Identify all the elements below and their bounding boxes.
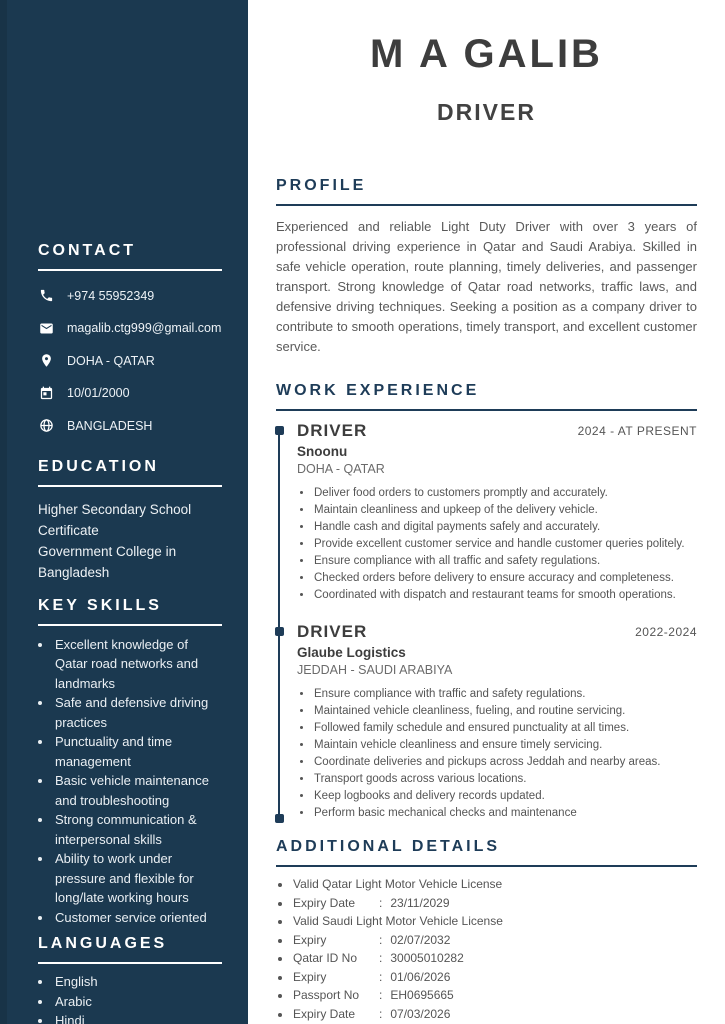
profile-rule: [276, 204, 697, 206]
job-duty: • Maintain cleanliness and upkeep of the delivery vehicle.: [313, 503, 697, 519]
detail-item: [292, 876, 697, 893]
job-duty: • Maintained vehicle cleanliness, fueling, and routine servicing.: [313, 704, 697, 720]
education-block: [38, 499, 222, 583]
job-entry-glaube-logistics: [297, 622, 697, 822]
detail-label: Expiry Date: [293, 895, 356, 910]
key-skills-section: [38, 597, 222, 928]
job-header: [297, 622, 697, 642]
job-duty: • Keep logbooks and delivery records updated.: [313, 789, 697, 805]
detail-value: 02/07/2032: [390, 932, 451, 947]
job-duties-list: [297, 687, 697, 822]
detail-separator: :: [379, 932, 383, 947]
email-address: magalib.ctg999@gmail.com: [67, 321, 222, 335]
detail-label: Passport No: [293, 988, 360, 1002]
job-duty: • Coordinated with dispatch and restaurant teams for smooth operations.: [313, 588, 697, 604]
job-duty: • Handle cash and digital payments safely and accurately.: [313, 520, 697, 536]
languages-list: [38, 972, 222, 1024]
detail-label: Qatar ID No: [293, 951, 358, 965]
work-experience-rule: [276, 409, 697, 411]
job-duty: • Provide excellent customer service and handle customer queries politely.: [313, 537, 697, 553]
calendar-icon: [38, 385, 54, 401]
education-rule: [38, 485, 222, 487]
job-duties-list: [297, 486, 697, 604]
detail-text: Valid Saudi Light Motor Vehicle License: [293, 914, 503, 928]
skill-item: • Punctuality and time management: [53, 732, 222, 771]
job-header: [297, 421, 697, 441]
skill-item: • Safe and defensive driving practices: [53, 693, 222, 732]
job-title: DRIVER: [297, 621, 368, 641]
candidate-name: M A GALIB: [370, 32, 603, 76]
skill-item: • Basic vehicle maintenance and troubleshooting: [53, 771, 222, 810]
job-duty: • Perform basic mechanical checks and maintenance: [313, 806, 697, 822]
detail-separator: :: [379, 1006, 383, 1021]
detail-value: EH0695665: [390, 988, 454, 1002]
languages-heading: LANGUAGES: [38, 935, 168, 952]
contact-heading: CONTACT: [38, 242, 137, 259]
timeline-dot: [275, 426, 284, 435]
profile-text: Experienced and reliable Light Duty Driver with over 3 years of professional driving experience in Qatar and Saudi Arabiya. Skilled in safe vehicle operation, route planning, timely deliveries, and passenger transport. Strong knowledge of Qatar road networks, traffic laws, and defensive driving techniques. Seeking a position as a company driver to contribute to smooth operations, timely transport, and excellent customer service.: [276, 219, 697, 354]
detail-item: [292, 895, 697, 912]
job-period: 2022-2024: [635, 624, 697, 639]
job-duty: • Ensure compliance with traffic and safety regulations.: [313, 687, 697, 703]
detail-value: 23/11/2029: [390, 895, 450, 910]
skill-item: • Customer service oriented: [53, 908, 222, 928]
detail-separator: :: [379, 951, 383, 965]
main-column: [276, 0, 697, 1024]
profile-section: [276, 176, 697, 357]
detail-value: 07/03/2026: [390, 1006, 451, 1021]
skill-item: • Ability to work under pressure and flexible for long/late working hours: [53, 849, 222, 908]
sidebar-edge-shade: [0, 0, 7, 1024]
language-item: • Arabic: [53, 992, 222, 1012]
profile-heading: PROFILE: [276, 177, 367, 194]
work-experience-heading: WORK EXPERIENCE: [276, 382, 480, 399]
detail-text: Valid Qatar Light Motor Vehicle License: [293, 877, 503, 891]
additional-details-list: [276, 876, 697, 1023]
location-text: DOHA - QATAR: [67, 353, 155, 368]
job-entry-snoonu: [297, 421, 697, 604]
candidate-role: DRIVER: [437, 99, 536, 125]
job-company: Glaube Logistics: [297, 644, 406, 660]
detail-separator: :: [379, 969, 383, 984]
birthdate-text: 10/01/2000: [67, 386, 130, 400]
detail-item: [292, 987, 697, 1004]
education-entry: Government College in Bangladesh: [38, 543, 177, 580]
sidebar: [0, 0, 248, 1024]
phone-icon: [38, 288, 54, 304]
detail-value: 30005010282: [390, 951, 464, 965]
languages-rule: [38, 962, 222, 964]
additional-details-heading: ADDITIONAL DETAILS: [276, 838, 501, 855]
detail-separator: :: [379, 988, 383, 1002]
job-duty: • Followed family schedule and ensured punctuality at all times.: [313, 721, 697, 737]
contact-item-location: [38, 353, 222, 369]
job-location: JEDDAH - SAUDI ARABIYA: [297, 662, 453, 677]
job-duty: • Transport goods across various locations.: [313, 772, 697, 788]
key-skills-rule: [38, 624, 222, 626]
detail-item: [292, 969, 697, 986]
contact-item-phone: [38, 288, 222, 304]
detail-separator: :: [379, 895, 383, 910]
detail-label: Expiry Date: [293, 1006, 356, 1021]
contact-item-nationality: [38, 418, 222, 434]
job-title: DRIVER: [297, 421, 368, 440]
language-item: • Hindi: [53, 1011, 222, 1024]
education-section: [38, 458, 222, 583]
globe-icon: [38, 418, 54, 434]
skill-item: • Excellent knowledge of Qatar road networks and landmarks: [53, 635, 222, 694]
job-duty: • Coordinate deliveries and pickups across Jeddah and nearby areas.: [313, 755, 697, 771]
experience-timeline: [276, 421, 697, 821]
nationality-text: BANGLADESH: [67, 418, 153, 433]
detail-label: Expiry: [293, 969, 327, 984]
contact-section: [38, 242, 222, 434]
job-duty: • Maintain vehicle cleanliness and ensure timely servicing.: [313, 738, 697, 754]
additional-details-section: [276, 837, 697, 1023]
detail-item: [292, 932, 697, 949]
key-skills-heading: KEY SKILLS: [38, 596, 162, 614]
additional-details-rule: [276, 865, 697, 867]
timeline-dot: [275, 627, 284, 636]
education-entry: Higher Secondary School Certificate: [38, 501, 192, 538]
timeline-line: [278, 430, 280, 818]
job-company: Snoonu: [297, 444, 348, 459]
timeline-end-dot: [275, 814, 284, 823]
phone-number: +974 55952349: [67, 288, 155, 303]
detail-item: [292, 950, 697, 967]
key-skills-list: [38, 635, 222, 928]
contact-item-email: [38, 320, 222, 336]
job-duty: • Deliver food orders to customers promptly and accurately.: [313, 486, 697, 502]
job-location: DOHA - QATAR: [297, 462, 385, 476]
work-experience-section: [276, 381, 697, 821]
languages-section: [38, 935, 222, 1024]
contact-item-birthdate: [38, 385, 222, 401]
envelope-icon: [38, 320, 54, 336]
education-heading: EDUCATION: [38, 457, 159, 475]
detail-item: [292, 1006, 697, 1023]
contact-rule: [38, 269, 222, 271]
language-item: • English: [53, 972, 222, 992]
detail-label: Expiry: [293, 932, 327, 947]
job-period: 2024 - AT PRESENT: [577, 424, 697, 438]
job-duty: • Checked orders before delivery to ensure accuracy and completeness.: [313, 571, 697, 587]
skill-item: • Strong communication & interpersonal skills: [53, 810, 222, 849]
detail-item: [292, 913, 697, 930]
detail-value: 01/06/2026: [390, 969, 451, 984]
job-duty: • Ensure compliance with all traffic and safety regulations.: [313, 554, 697, 570]
location-pin-icon: [38, 353, 54, 369]
